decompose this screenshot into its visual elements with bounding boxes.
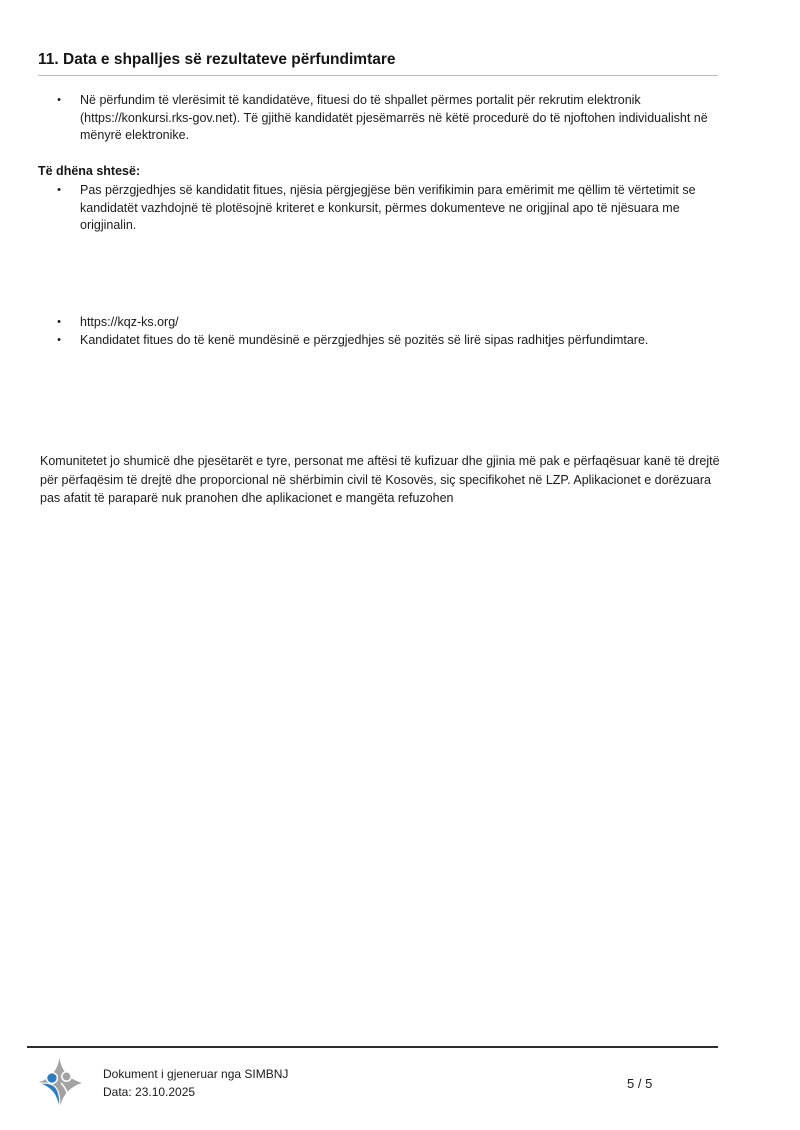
bullet-text: Pas përzgjedhjes së kandidatit fitues, njësia përgjegjëse bën verifikimin para emërimit me qëllim të vërtetimit se kandidatët vazhdojnë të plotësojnë kriteret e konkursit, përmes dokumenteve ne origjinal apo të njësuara me origjinalin. <box>80 183 696 232</box>
bullet-marker: • <box>57 316 61 328</box>
bullet-text: Në përfundim të vlerësimit të kandidatëve, fituesi do të shpallet përmes portalit për rekrutim elektronik (https://konkursi.rks-gov.net). Të gjithë kandidatët pjesëmarrës në këtë procedurë do të njoftohen individualisht në mënyrë elektronike. <box>80 93 708 142</box>
bullet-item <box>38 331 714 349</box>
bullet-item <box>38 92 714 145</box>
bullet-marker: • <box>57 184 61 196</box>
simbnj-logo <box>36 1057 83 1111</box>
footer-generated-by: Dokument i gjeneruar nga SIMBNJ <box>103 1067 289 1081</box>
logo-blue-head <box>47 1073 58 1084</box>
bullet-text: Kandidatet fitues do të kenë mundësinë e përzgjedhjes së pozitës së lirë sipas radhitjes përfundimtare. <box>80 333 649 347</box>
closing-paragraph: Komunitetet jo shumicë dhe pjesëtarët e tyre, personat me aftësi të kufizuar dhe gjinia më pak e përfaqësuar kanë të drejtë për përfaqësim të drejtë dhe proporcional në shërbimin civil të Kosovës, siç specifikohet në LZP. Aplikacionet e dorëzuara pas afatit të paraparë nuk pranohen dhe aplikacionet e mangëta refuzohen <box>40 454 720 506</box>
links-bullet-list <box>38 313 714 349</box>
footer-info <box>103 1066 288 1101</box>
bullet-marker: • <box>57 94 61 106</box>
simbnj-logo-graphic <box>36 1057 83 1111</box>
page-number: 5 / 5 <box>627 1076 653 1091</box>
additional-info-bullet-list <box>38 182 714 235</box>
bullet-marker: • <box>57 334 61 346</box>
bullet-item <box>38 182 714 235</box>
footer-divider <box>27 1046 718 1048</box>
intro-bullet-list <box>38 92 714 145</box>
additional-info-heading: Të dhëna shtesë: <box>38 164 141 178</box>
kqz-url-link[interactable]: https://kqz-ks.org/ <box>80 315 179 329</box>
logo-gray-head <box>62 1072 71 1081</box>
bullet-item <box>38 313 714 331</box>
section-heading: 11. Data e shpalljes së rezultateve përfundimtare <box>38 50 718 76</box>
footer-date: Data: 23.10.2025 <box>103 1084 196 1099</box>
